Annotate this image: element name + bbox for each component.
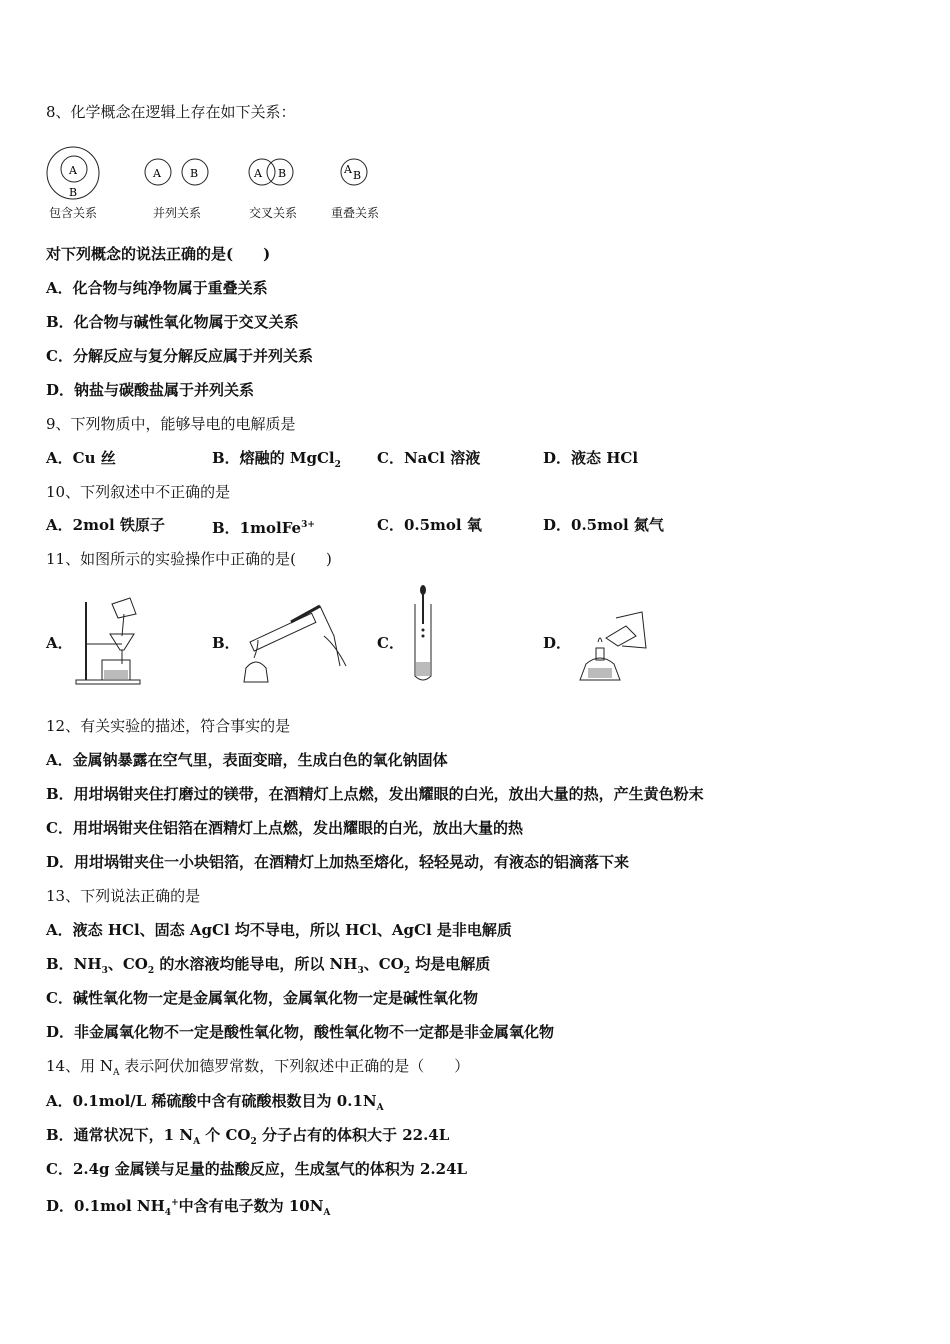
q12-option-b[interactable]: B．用坩埚钳夹住打磨过的镁带，在酒精灯上点燃，发出耀眼的白光，放出大量的热，产生黄色粉末 [46, 785, 704, 803]
q12-stem: 12、有关实验的描述，符合事实的是 [46, 717, 291, 735]
q10-option-d[interactable]: D．0.5mol 氮气 [543, 516, 664, 534]
q8-option-a[interactable]: A．化合物与纯净物属于重叠关系 [46, 279, 268, 297]
q9-option-a[interactable]: A．Cu 丝 [46, 449, 116, 467]
q10-option-a[interactable]: A．2mol 铁原子 [46, 516, 165, 534]
inclusion-a: A [69, 164, 77, 177]
q8-option-c[interactable]: C．分解反应与复分解反应属于并列关系 [46, 347, 313, 365]
intersection-label: 交叉关系 [248, 206, 297, 220]
q14-option-c[interactable]: C．2.4g 金属镁与足量的盐酸反应，生成氢气的体积为 2.24L [46, 1160, 468, 1178]
q14-option-d[interactable]: D．0.1mol $NH_4^+$中含有电子数为 $10N_A$ [46, 1197, 331, 1218]
q12-option-c[interactable]: C．用坩埚钳夹住铝箔在酒精灯上点燃，发出耀眼的白光，放出大量的热 [46, 819, 523, 837]
q8-prompt: 对下列概念的说法正确的是( ) [46, 245, 271, 263]
q11-label-c[interactable]: C． [377, 634, 404, 652]
heating-tube-image [236, 596, 348, 686]
parallel-a: A [153, 167, 161, 180]
q11-label-a[interactable]: A． [46, 634, 73, 652]
q11-stem: 11、如图所示的实验操作中正确的是( ) [46, 550, 332, 568]
q9-option-d[interactable]: D．液态 HCl [543, 449, 639, 467]
q13-option-b[interactable]: B．$NH_3$、$CO_2$ 的水溶液均能导电，所以 $NH_3$、$CO_2$ 均是电解质 [46, 955, 491, 976]
overlap-b: B [353, 169, 362, 182]
parallel-diagram [145, 159, 208, 185]
q8-option-d[interactable]: D．钠盐与碳酸盐属于并列关系 [46, 381, 255, 399]
q13-option-d[interactable]: D．非金属氧化物不一定是酸性氧化物，酸性氧化物不一定都是非金属氧化物 [46, 1023, 555, 1041]
parallel-b: B [190, 167, 199, 180]
q13-option-a[interactable]: A．液态 HCl、固态 AgCl 均不导电，所以 HCl、AgCl 是非电解质 [46, 921, 512, 939]
q9-option-b[interactable]: B．熔融的 MgCl$_2$ [212, 449, 341, 470]
q14-option-a[interactable]: A．0.1mol/L 稀硫酸中含有硫酸根数目为 $0.1N_A$ [46, 1092, 384, 1113]
overlap-diagram [341, 159, 367, 185]
inclusion-diagram [47, 147, 99, 199]
inclusion-b: B [69, 186, 78, 199]
q13-stem: 13、下列说法正确的是 [46, 887, 201, 905]
q12-option-d[interactable]: D．用坩埚钳夹住一小块铝箔，在酒精灯上加热至熔化，轻轻晃动，有液态的铝滴落下来 [46, 853, 630, 871]
q9-stem: 9、下列物质中，能够导电的电解质是 [46, 415, 296, 433]
q10-stem: 10、下列叙述中不正确的是 [46, 483, 231, 501]
q14-option-b[interactable]: B．通常状况下，1 $N_A$ 个 $CO_2$ 分子占有的体积大于 22.4L [46, 1126, 450, 1147]
filtration-apparatus-image [72, 584, 147, 688]
q12-option-a[interactable]: A．金属钠暴露在空气里，表面变暗，生成白色的氧化钠固体 [46, 751, 448, 769]
intersection-b: B [278, 167, 287, 180]
inclusion-label: 包含关系 [48, 206, 97, 220]
alcohol-lamp-image [576, 608, 651, 688]
q11-label-d[interactable]: D． [543, 634, 572, 652]
q11-label-b[interactable]: B． [212, 634, 240, 652]
intersection-diagram [249, 159, 293, 185]
overlap-label: 重叠关系 [330, 206, 379, 220]
dropper-tube-image [410, 584, 440, 684]
intersection-a: A [254, 167, 262, 180]
q10-option-c[interactable]: C．0.5mol 氧 [377, 516, 482, 534]
q8-option-b[interactable]: B．化合物与碱性氧化物属于交叉关系 [46, 313, 299, 331]
q14-stem: 14、用 $N_A$ 表示阿伏加德罗常数，下列叙述中正确的是（ ） [46, 1057, 470, 1078]
q13-option-c[interactable]: C．碱性氧化物一定是金属氧化物，金属氧化物一定是碱性氧化物 [46, 989, 478, 1007]
overlap-a: A [344, 163, 352, 176]
parallel-label: 并列关系 [152, 206, 201, 220]
q9-option-c[interactable]: C．NaCl 溶液 [377, 449, 481, 467]
q8-stem: 8、化学概念在逻辑上存在如下关系： [46, 103, 296, 121]
q10-option-b[interactable]: B．1molFe$^{3+}$ [212, 519, 315, 537]
